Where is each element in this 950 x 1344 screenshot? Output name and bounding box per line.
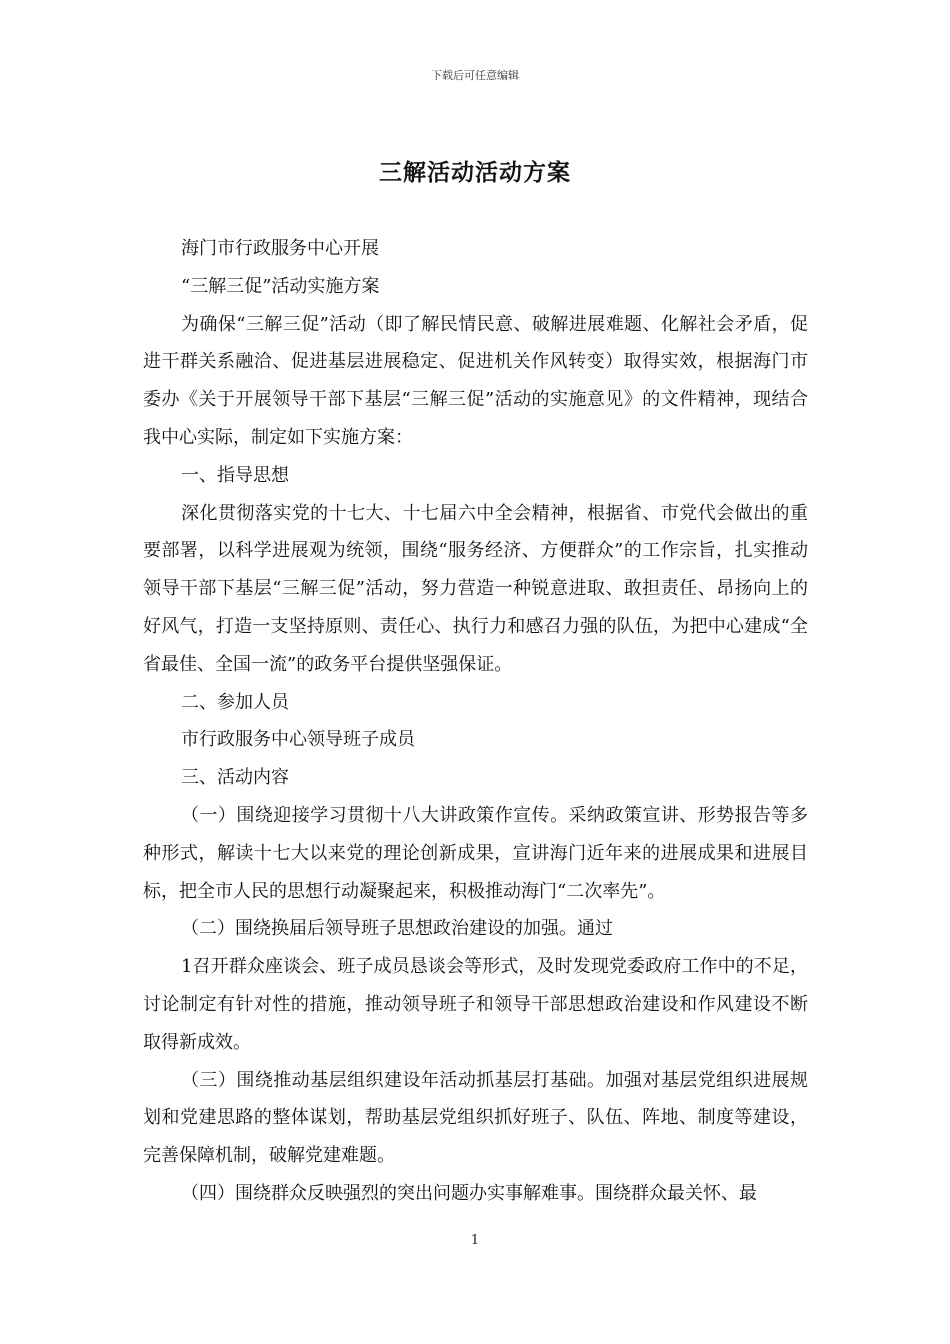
document-title: 三解活动活动方案 xyxy=(379,159,571,186)
activity-item-1: （一）围绕迎接学习贯彻十八大讲政策作宣传。采纳政策宣讲、形势报告等多种形式，解读十七大以来党的理论创新成果，宣讲海门近年来的进展成果和进展目标，把全市人民的思想行动凝聚起来，积极推动海门“二次率先”。 xyxy=(143,804,808,902)
activity-item-2: （二）围绕换届后领导班子思想政治建设的加强。通过 xyxy=(181,918,613,940)
activity-item-2-detail: 1召开群众座谈会、班子成员恳谈会等形式，及时发现党委政府工作中的不足，讨论制定有针对性的措施，推动领导班子和领导干部思想政治建设和作风建设不断取得新成效。 xyxy=(143,956,808,1053)
guiding-thought-paragraph: 深化贯彻落实党的十七大、十七届六中全会精神，根据省、市党代会做出的重要部署，以科学进展观为统领，围绕“服务经济、方便群众”的工作宗旨，扎实推动领导干部下基层“三解三促”活动，努力营造一种锐意进取、敢担责任、昂扬向上的好风气，打造一支坚持原则、责任心、执行力和感召力强的队伍，为把中心建成“全省最佳、全国一流”的政务平台提供坚强保证。 xyxy=(143,502,808,675)
document-body xyxy=(143,230,808,1213)
section-heading-activities: 三、活动内容 xyxy=(181,767,289,789)
intro-paragraph: 为确保“三解三促”活动（即了解民情民意、破解进展难题、化解社会矛盾，促进干群关系融洽、促进基层进展稳定、促进机关作风转变）取得实效，根据海门市委办《关于开展领导干部下基层“三解三促”活动的实施意见》的文件精神，现结合我中心实际，制定如下实施方案： xyxy=(143,313,808,448)
page-number: 1 xyxy=(470,1233,480,1248)
section-heading-participants: 二、参加人员 xyxy=(181,691,289,713)
participants-paragraph: 市行政服务中心领导班子成员 xyxy=(181,729,415,751)
activity-item-3: （三）围绕推动基层组织建设年活动抓基层打基础。加强对基层党组织进展规划和党建思路的整体谋划，帮助基层党组织抓好班子、队伍、阵地、制度等建设，完善保障机制，破解党建难题。 xyxy=(143,1069,808,1167)
intro-line-1: 海门市行政服务中心开展 xyxy=(181,238,379,259)
activity-item-4: （四）围绕群众反映强烈的突出问题办实事解难事。围绕群众最关怀、最 xyxy=(181,1182,757,1204)
header-note: 下载后可任意编辑 xyxy=(431,69,519,82)
intro-line-2: “三解三促”活动实施方案 xyxy=(181,275,380,297)
section-heading-guiding-thought: 一、指导思想 xyxy=(181,464,289,486)
